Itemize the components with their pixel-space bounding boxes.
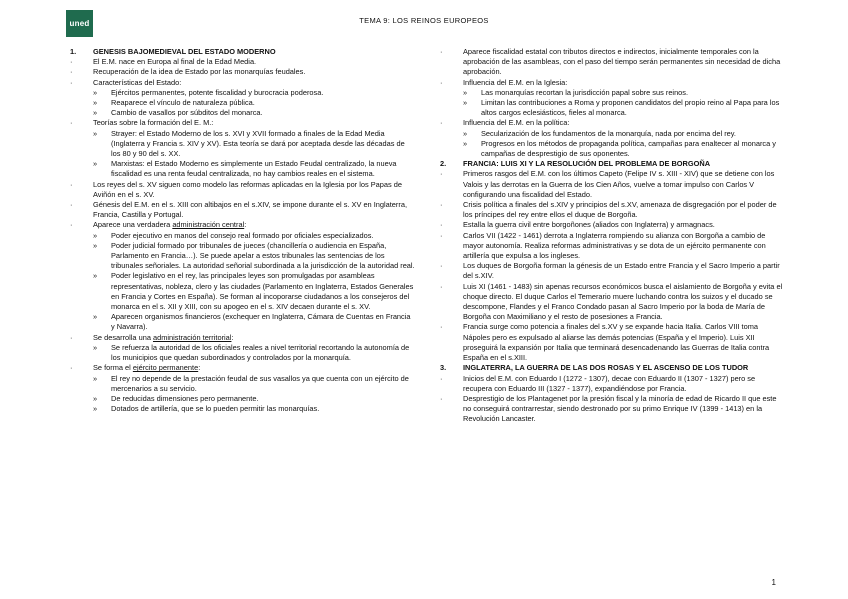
sub-list-item: » Cambio de vasallos por súbditos del monarca. bbox=[93, 108, 263, 118]
sub-list-item: » Reaparece el vínculo de naturaleza pública. bbox=[93, 98, 255, 108]
list-item: · Desprestigio de los Plantagenet por la presión fiscal y la minoría de edad de Ricardo II que este no conseguirá contrarrestar, siendo destronado por su primo Enrique IV (1399 - 1413) en la Revolución Lancaster. bbox=[440, 393, 777, 424]
list-item: · Aparece una verdadera administración central: bbox=[70, 220, 247, 230]
list-item: · Se desarrolla una administración territorial: bbox=[70, 332, 234, 342]
sub-list-item: » Progresos en los métodos de propaganda política, campañas para enaltecer al monarca y campañas de desprestigio de sus oponentes. bbox=[463, 138, 776, 159]
sub-list-item: » De reducidas dimensiones pero permanente. bbox=[93, 393, 259, 403]
list-item: · Luis XI (1461 - 1483) sin apenas recursos económicos busca el aislamiento de Borgoña y evita el choque directo. El duque Carlos el Temerario muere luchando contra los suizos y el ducado se descompone, Flandes y el Franco Condado pasan al Sacro Imperio por la boda de María de Borgoña con Maximiliano y el resto de posesiones a Francia. bbox=[440, 281, 783, 322]
page-number: 1 bbox=[771, 578, 776, 587]
sub-list-item: » Se refuerza la autoridad de los oficiales reales a nivel territorial recortando la autonomía de los municipios que quedan subordinados y controlados por la monarquía. bbox=[93, 342, 410, 363]
list-item: · Influencia del E.M. en la política: bbox=[440, 118, 570, 128]
list-item: · Carlos VII (1422 - 1461) derrota a Inglaterra rompiendo su alianza con Borgoña a cambio de mayor autonomía. Realiza reformas administrativas y se dota de un ejército permanente con artillería que expulsa a los ingleses. bbox=[440, 230, 766, 261]
sub-list-item: » Ejércitos permanentes, potente fiscalidad y burocracia poderosa. bbox=[93, 87, 324, 97]
list-item: · Teorías sobre la formación del E. M.: bbox=[70, 118, 214, 128]
list-item: · Recuperación de la idea de Estado por las monarquías feudales. bbox=[70, 67, 306, 77]
section-heading: 3. INGLATERRA, LA GUERRA DE LAS DOS ROSAS Y EL ASCENSO DE LOS TUDOR bbox=[440, 363, 749, 373]
list-item: · Estalla la guerra civil entre borgoñones (aliados con Inglaterra) y armagnacs. bbox=[440, 220, 715, 230]
list-item: · Los duques de Borgoña forman la génesis de un Estado entre Francia y el Sacro Imperio a partir del s.XIV. bbox=[440, 261, 780, 281]
sub-list-item: » Poder legislativo en el rey, las principales leyes son promulgadas por asambleas representativas, nobleza, clero y las ciudades (Parlamento en Inglaterra, Estados Generales en Francia y Cortes en España). Se forman al incoporarse ciudadanos a los consejeros del monarca en el s. XII y XIII, con su apogeo en el s. XIV decaen durante el s. XV. bbox=[93, 271, 414, 312]
list-item: · Características del Estado: bbox=[70, 77, 182, 87]
sub-list-item: » Las monarquías recortan la jurisdicción papal sobre sus reinos. bbox=[463, 87, 689, 97]
section-heading: 1. GENESIS BAJOMEDIEVAL DEL ESTADO MODERNO bbox=[70, 47, 276, 56]
sub-list-item: » Limitan las contribuciones a Roma y proponen candidatos del propio reino al Papa para los altos cargos eclesiásticos, fieles al monarca. bbox=[463, 98, 780, 118]
list-item: · Primeros rasgos del E.M. con los últimos Capeto (Felipe IV s. XIII - XIV) que se detiene con los Valois y las derrotas en la Guerra de los Cien Años, vuelve a tomar impulso con Carlos V configurando una fiscalidad del Estado. bbox=[440, 169, 775, 199]
sub-list-item: » Marxistas: el Estado Moderno es simplemente un Estado Feudal centralizado, la nueva fiscalidad es una renta feudal centralizada, no hay cambios reales en el sistema. bbox=[93, 159, 397, 179]
sub-list-item: » Poder ejecutivo en manos del consejo real formado por oficiales especializados. bbox=[93, 230, 374, 240]
list-item: · Inicios del E.M. con Eduardo I (1272 - 1307), decae con Eduardo II (1307 - 1327) pero se recupera con Eduardo III (1327 - 1377), expandiéndose por Francia. bbox=[440, 373, 756, 393]
sub-list-item: » Strayer: el Estado Moderno de los s. XVI y XVII formado a finales de la Edad Media (Inglaterra y Francia s. XIV y XV). Esta teoría se dará por aceptada desde las décadas de los 80 y 90 del s. XX. bbox=[93, 128, 405, 159]
list-item: · Se forma el ejército permanente: bbox=[70, 363, 201, 373]
sub-list-item: » Poder judicial formado por tribunales de jueces (chancillería o audiencia en España, Parlamento en Francia…). Se puede apelar a estos tribunales las sentencias de los tribunales señoriales. La autoridad señorial subordinada a la jurisdicción de la autoridad real. bbox=[93, 240, 415, 271]
right-column bbox=[440, 47, 785, 425]
list-item: · Crisis política a finales del s.XIV y principios del s.XV, amenaza de disgregación por el poder de los príncipes del rey entre ellos el duque de Borgoña. bbox=[440, 200, 777, 220]
section-heading: 2. FRANCIA: LUIS XI Y LA RESOLUCIÓN DEL PROBLEMA DE BORGOÑA bbox=[440, 159, 711, 169]
sub-list-item: » Aparecen organismos financieros (exchequer en Inglaterra, Cámara de Cuentas en Francia y Navarra). bbox=[93, 312, 411, 332]
sub-list-item: » Secularización de los fundamentos de la monarquía, nada por encima del rey. bbox=[463, 128, 736, 138]
uned-logo: uned bbox=[66, 10, 93, 37]
list-item: · Aparece fiscalidad estatal con tributos directos e indirectos, inicialmente temporales con la aprobación de las asambleas, con el paso del tiempo serán permanentes sin necesidad de dicha aprobación. bbox=[440, 47, 781, 77]
sub-list-item: » Dotados de artillería, que se lo pueden permitir las monarquías. bbox=[93, 404, 320, 414]
list-item: · Influencia del E.M. en la Iglesia: bbox=[440, 77, 568, 87]
list-item: · Los reyes del s. XV siguen como modelo las reformas aplicadas en la Iglesia por los Papas de Aviñón en el s. XV. bbox=[70, 179, 402, 199]
document-title: TEMA 9: LOS REINOS EUROPEOS bbox=[359, 16, 489, 25]
left-column bbox=[70, 47, 415, 414]
list-item: · Francia surge como potencia a finales del s.XV y se expande hacia Italia. Carlos VIII toma Nápoles pero es expulsado al aliarse las demás potencias (España y el Imperio). Luis XII proseguirá la expansión por Italia que terminará desencadenando las Guerras de Italia contra España en el s.XIII. bbox=[440, 322, 770, 363]
list-item: · Génesis del E.M. en el s. XIII con altibajos en el s.XIV, se impone durante el s. XV en Inglaterra, Francia, Castilla y Portugal. bbox=[70, 200, 408, 220]
sub-list-item: » El rey no depende de la prestación feudal de sus vasallos ya que cuenta con un ejército de mercenarios a su servicio. bbox=[93, 373, 409, 393]
list-item: · El E.M. nace en Europa al final de la Edad Media. bbox=[70, 57, 257, 67]
